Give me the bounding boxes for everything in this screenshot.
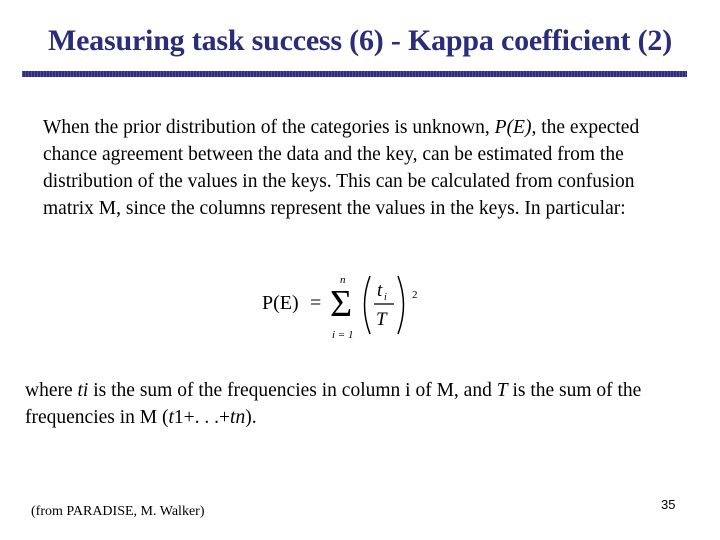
right-paren: [398, 276, 404, 334]
expl-text-4: +. . .+: [183, 407, 231, 428]
slide-title: Measuring task success (6) - Kappa coefficient (2): [47, 24, 673, 57]
expl-text-1: where: [25, 380, 78, 401]
formula-exponent: 2: [412, 289, 418, 301]
t1-number: 1: [173, 407, 184, 428]
title-divider: [22, 71, 687, 77]
source-citation: (from PARADISE, M. Walker): [31, 504, 205, 519]
explanation-paragraph: [25, 377, 695, 431]
fraction-numerator: t: [377, 280, 383, 301]
pe-formula: [260, 268, 430, 344]
t1-term: t: [168, 407, 174, 428]
ti-term: ti: [77, 380, 89, 401]
intro-paragraph: [43, 114, 668, 222]
intro-text-1: When the prior distribution of the categories is unknown,: [43, 117, 495, 138]
expl-text-2: is the sum of the frequencies in column i of M, and: [88, 380, 497, 401]
sum-lower-limit: i = 1: [332, 329, 354, 341]
page-number: 35: [661, 497, 676, 512]
expl-text-5: ).: [245, 407, 257, 428]
sigma-symbol: Σ: [330, 283, 353, 325]
intro-text-2: , the expected chance agreement between the data and the key, can be estimated from the distribution of the values in the keys. This can be calculated from confusion matrix M, since the columns represent the values in the keys. In particular:: [43, 117, 640, 219]
formula-equals: =: [310, 292, 322, 314]
t-term: T: [496, 380, 508, 401]
sum-upper-limit: n: [340, 274, 346, 286]
fraction-numerator-subscript: i: [384, 292, 387, 303]
expl-text-3: is the sum of the frequencies in M (: [25, 380, 642, 428]
left-paren: [365, 276, 371, 334]
pe-term: P(E): [494, 117, 532, 138]
formula-lhs: P(E): [262, 292, 299, 314]
tn-term: tn: [230, 407, 246, 428]
fraction-denominator: T: [376, 309, 387, 330]
